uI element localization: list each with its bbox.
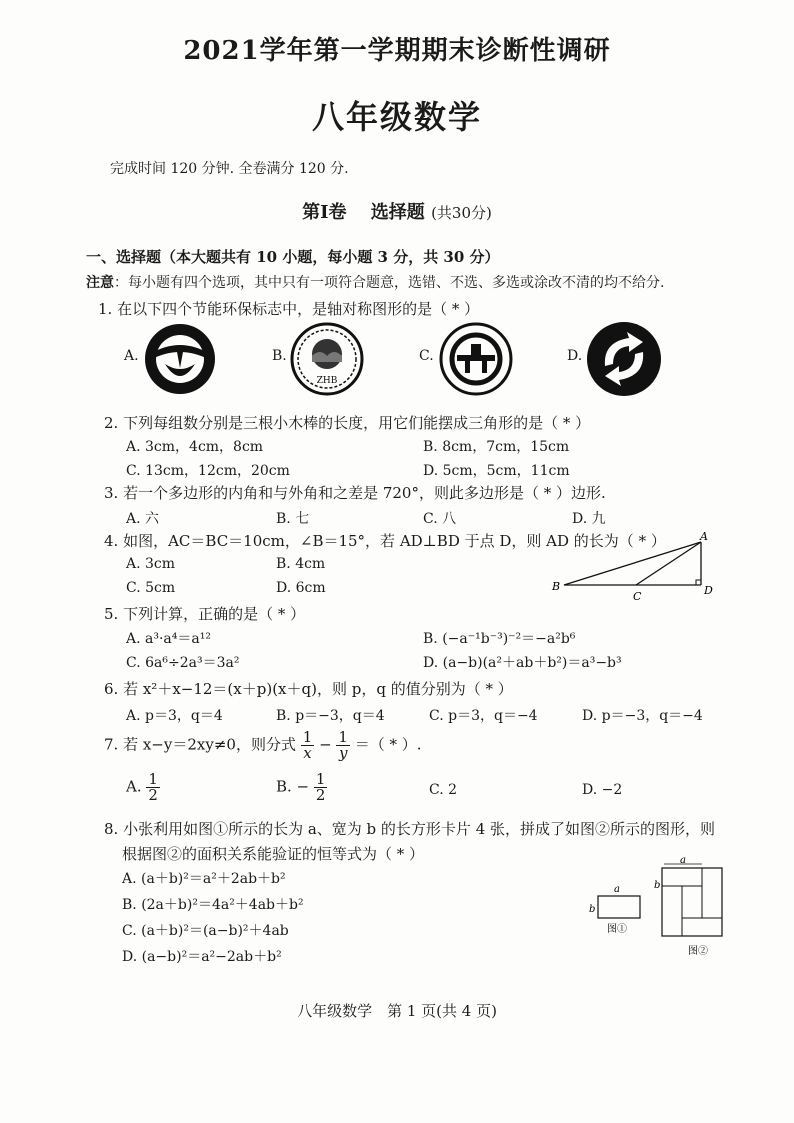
exam-instructions: 完成时间 120 分钟. 全卷满分 120 分. [110,161,349,177]
q4-label-d: D [704,584,713,597]
q7-f2-numerator: 1 [338,728,348,746]
q4-label-c: C [633,590,642,603]
q3-option-a[interactable]: A. 六 [126,511,160,527]
q7-option-b[interactable] [276,772,327,803]
q7-b-fraction [314,772,328,803]
q4-option-a[interactable]: A. 3cm [126,556,176,572]
q7-stem-pre: 7. 若 x−y＝2xy≠0，则分式 [104,735,296,754]
green-product-logo-icon [143,322,217,396]
q7-stem-post: ＝（ * ）. [354,735,422,754]
q7-fraction-1-over-y [336,730,350,761]
seal-text: ZHB [316,376,338,386]
q4-option-c[interactable]: C. 5cm [126,580,176,596]
q3-option-d[interactable]: D. 九 [572,511,606,527]
q8-stem-line2: 根据图②的面积关系能验证的恒等式为（ * ） [122,845,425,863]
q6-option-d[interactable]: D. p＝−3，q＝−4 [582,708,703,724]
q8-fig2-caption: 图② [688,946,708,957]
q4-triangle-figure [548,532,720,604]
q4-label-a: A [700,532,708,543]
q1-option-label-a: A. [124,348,139,364]
q2-option-a[interactable]: A. 3cm，4cm，8cm [126,439,264,455]
q8-fig1-b-label: b [589,904,596,915]
q7-a-label: A. [126,777,142,796]
part-note [86,272,664,292]
q8-figure-1 [589,884,640,935]
q8-fig2-a-label: a [680,856,686,866]
page-footer: 八年级数学 第 1 页(共 4 页) [297,1002,497,1020]
q7-option-a[interactable] [126,772,160,803]
q3-option-c[interactable]: C. 八 [423,511,457,527]
q7-option-d[interactable]: D. −2 [582,782,623,798]
q2-option-b[interactable]: B. 8cm，7cm，15cm [423,439,570,455]
q8-stem-line1: 8. 小张利用如图①所示的长为 a、宽为 b 的长方形卡片 4 张，拼成了如图②所示的图形，则 [104,820,716,838]
q8-fig1-a-label: a [614,884,620,895]
q1-stem: 1. 在以下四个节能环保标志中，是轴对称图形的是（ * ） [98,300,480,318]
q8-option-c[interactable]: C. (a＋b)²＝(a−b)²＋4ab [122,923,289,939]
q7-option-c[interactable]: C. 2 [429,782,458,798]
q2-stem: 2. 下列每组数分别是三根小木棒的长度，用它们能摆成三角形的是（ * ） [104,414,591,432]
q7-a-fraction [146,772,160,803]
q7-b-label: B. − [276,777,310,796]
q7-f1-numerator: 1 [302,728,313,746]
q6-stem: 6. 若 x²＋x−12＝(x＋p)(x＋q)，则 p，q 的值分别为（ * ） [104,680,513,698]
q7-a-denominator: 2 [148,786,158,804]
q7-minus: − [319,735,332,754]
environment-seal-logo-icon [290,322,364,396]
note-label: 注意 [86,275,114,291]
recycling-arrows-logo-icon [585,320,663,398]
q8-figures [584,856,740,964]
section-name: 第Ⅰ卷 选择题 [302,202,425,223]
note-text: ：每小题有四个选项，其中只有一项符合题意，选错、不选、多选或涂改不清的均不给分. [114,275,665,291]
q6-option-a[interactable]: A. p＝3，q＝4 [126,708,223,724]
q5-option-c[interactable]: C. 6a⁶÷2a³＝3a² [126,655,240,671]
q7-f1-denominator: x [303,744,312,762]
q3-stem: 3. 若一个多边形的内角和与外角和之差是 720°，则此多边形是（ * ）边形. [104,484,606,502]
q1-option-label-c: C. [419,348,434,364]
q8-figure-2 [654,856,722,957]
q1-option-label-d: D. [567,348,583,364]
q7-a-numerator: 1 [148,770,158,788]
exam-title: 2021学年第一学期期末诊断性调研 [183,36,611,66]
q7-b-denominator: 2 [315,786,326,804]
energy-saving-logo-icon [439,322,513,396]
section-title [0,198,794,224]
q4-label-b: B [552,580,561,593]
q5-option-b[interactable]: B. (−a⁻¹b⁻³)⁻²＝−a²b⁶ [423,631,576,647]
q3-option-b[interactable]: B. 七 [276,511,310,527]
q8-option-b[interactable]: B. (2a＋b)²＝4a²＋4ab＋b² [122,897,304,913]
q2-option-d[interactable]: D. 5cm，5cm，11cm [423,463,570,479]
subject-title: 八年级数学 [311,98,482,136]
q6-option-b[interactable]: B. p＝−3，q＝4 [276,708,385,724]
q7-fraction-1-over-x [301,730,315,761]
q7-b-numerator: 1 [315,770,326,788]
q7-f2-denominator: y [338,744,348,762]
q8-option-a[interactable]: A. (a＋b)²＝a²＋2ab＋b² [122,871,286,887]
q1-option-label-b: B. [272,348,287,364]
section-score: (共30分) [431,204,492,222]
part-heading: 一、选择题（本大题共有 10 小题，每小题 3 分，共 30 分） [86,248,500,266]
q4-option-d[interactable]: D. 6cm [276,580,326,596]
q5-option-d[interactable]: D. (a−b)(a²＋ab＋b²)＝a³−b³ [423,655,622,671]
q7-stem [104,730,422,761]
q4-stem: 4. 如图，AC＝BC＝10cm，∠B＝15°，若 AD⊥BD 于点 D，则 AD 的长为（ * ） [104,532,666,550]
q8-fig1-caption: 图① [607,924,627,935]
q6-option-c[interactable]: C. p＝3，q＝−4 [429,708,538,724]
q8-option-d[interactable]: D. (a−b)²＝a²−2ab＋b² [122,949,282,965]
q5-stem: 5. 下列计算，正确的是（ * ） [104,605,306,623]
q5-option-a[interactable]: A. a³·a⁴＝a¹² [126,631,211,647]
q2-option-c[interactable]: C. 13cm，12cm，20cm [126,463,290,479]
q4-option-b[interactable]: B. 4cm [276,556,326,572]
q8-fig2-b-label: b [654,880,661,891]
